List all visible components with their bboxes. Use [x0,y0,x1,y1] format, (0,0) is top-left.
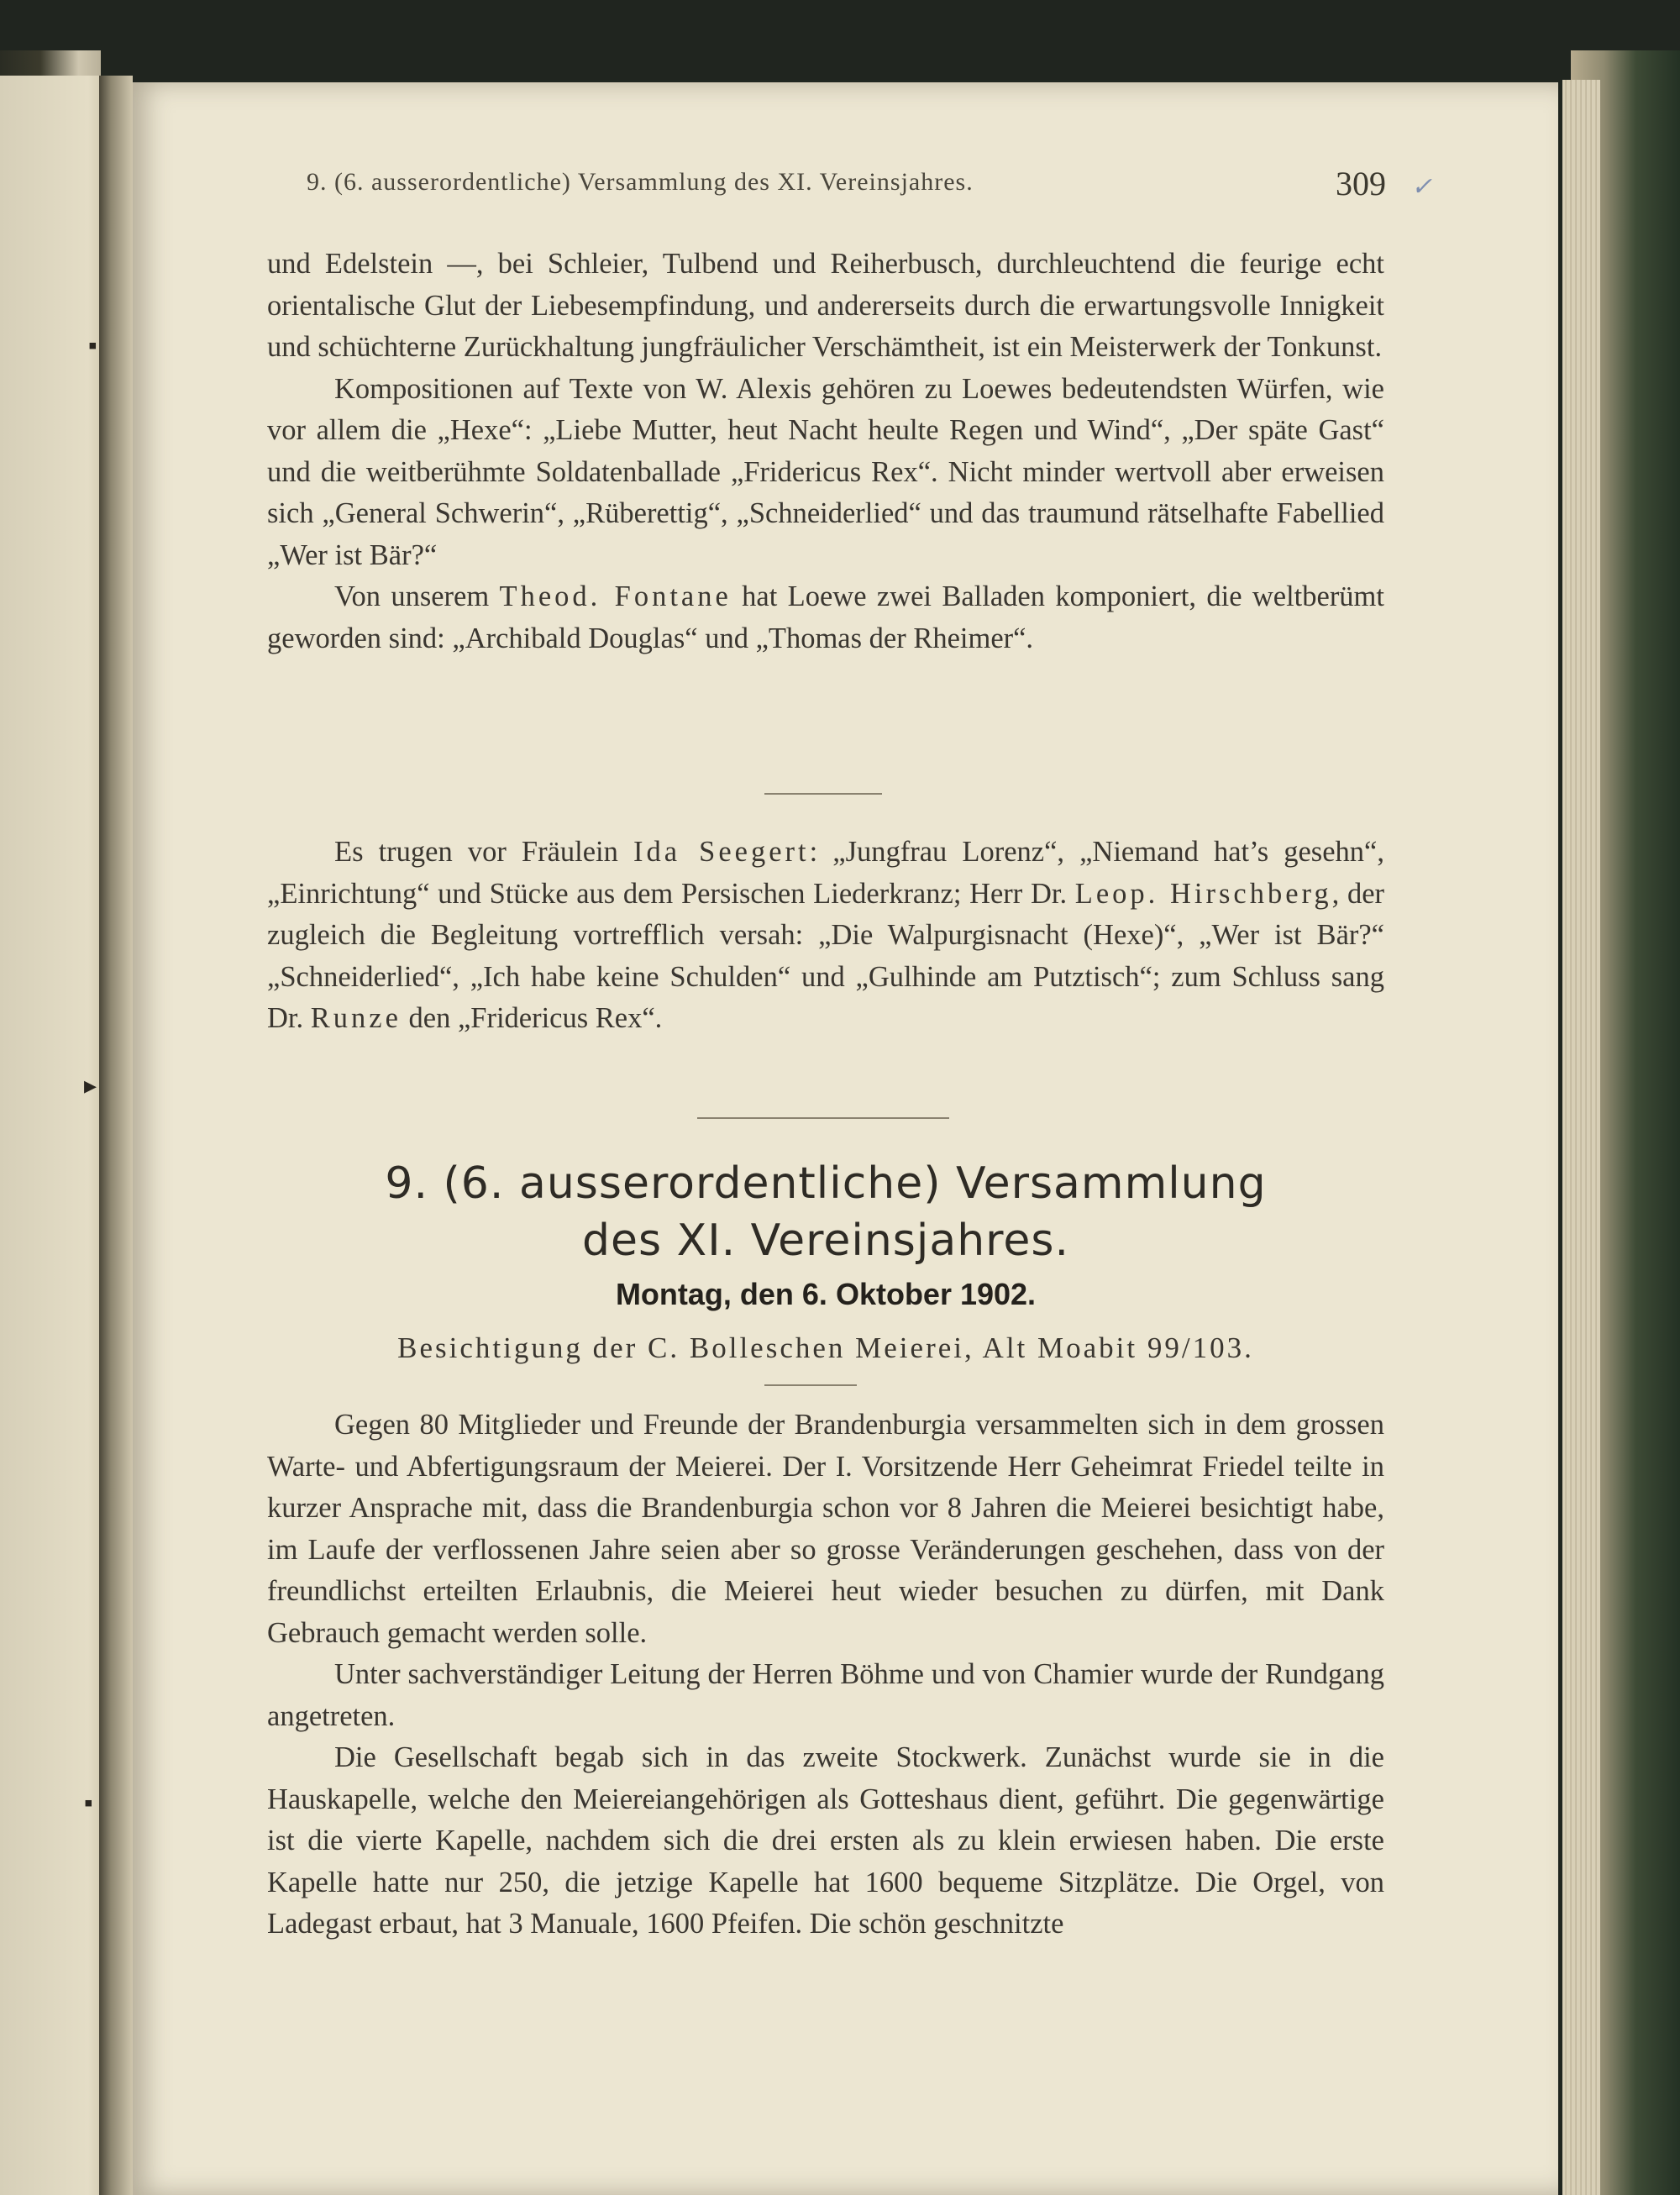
paragraph: Die Gesellschaft begab sich in das zweite Stockwerk. Zunächst wurde sie in die Hauskapelle, welche den Meiereiangehörigen als Gotteshaus dient, geführt. Die gegenwärtige ist die vierte Kapelle, nachdem sich die drei ersten als zu klein erwiesen haben. Die erste Kapelle hatte nur 250, die jetzige Kapelle hat 1600 bequeme Sitzplätze. Die Orgel, von Ladegast erbaut, hat 3 Manuale, 1600 Pfeifen. Die schön geschnitzte [267,1741,1384,1940]
heading-line: 9. (6. ausserordentliche) Versammlung [385,1158,1267,1209]
section-rule [764,793,882,795]
paragraph: Kompositionen auf Texte von W. Alexis gehören zu Loewes bedeutendsten Würfen, wie vor allem die „Hexe“: „Liebe Mutter, heut Nacht heulte Regen und Wind“, „Der späte Gast“ und die weitberühmte Soldatenballade „Fridericus Rex“. Nicht minder wertvoll aber erweisen sich „General Schwerin“, „Rüberettig“, „Schneiderlied“ und das traumund rätselhafte Fabellied „Wer ist Bär?“ [267,372,1384,571]
meeting-subtitle: Besichtigung der C. Bolleschen Meierei, Alt Moabit 99/103. [397,1331,1254,1364]
text-block-performers [267,832,1384,1040]
book-gutter [99,76,133,2195]
spaced-name: Leop. Hirschberg [1074,877,1332,910]
text-block-loewe [267,244,1384,659]
margin-mark: ▸ [84,1072,97,1100]
heading-line: des XI. Vereinsjahres. [581,1216,1069,1266]
paragraph: und Edelstein —, bei Schleier, Tulbend und Reiherbusch, durchleuchtend die feurige echt orientalische Glut der Liebesempfindung, und andererseits durch die erwartungsvolle Innigkeit und schüchterne Zurückhaltung jungfräulicher Verschämtheit, ist ein Meisterwerk der Tonkunst. [267,248,1384,363]
paragraph: Es trugen vor Fräulein Ida Seegert: „Jungfrau Lorenz“, „Niemand hat’s gesehn“, „Einrichtung“ und Stücke aus dem Persischen Liederkranz; Herr Dr. Leop. Hirschberg, der zugleich die Begleitung vortrefflich versah: „Die Walpurgisnacht (Hexe)“, „Wer ist Bär?“ „Schneiderlied“, „Ich habe keine Schulden“ und „Gulhinde am Putztisch“; zum Schluss sang Dr. Runze den „Fridericus Rex“. [267,836,1384,1034]
paragraph: Gegen 80 Mitglieder und Freunde der Brandenburgia versammelten sich in dem grossen Warte- und Abfertigungsraum der Meierei. Der I. Vorsitzende Herr Geheimrat Friedel teilte in kurzer Ansprache mit, dass die Brandenburgia schon vor 8 Jahren die Meierei besichtigt habe, im Laufe der verflossenen Jahre seien aber so grosse Veränderungen geschehen, dass von der freundlichst erteilten Erlaubnis, die Meierei heut wieder besuchen zu dürfen, mit Dank Gebrauch gemacht werden solle. [267,1409,1384,1649]
pencil-check-mark: ✓ [1411,173,1433,201]
section-rule [764,1384,857,1386]
spaced-name: Ida Seegert [633,836,810,868]
page-block-edges [1562,80,1600,2195]
section-rule [697,1117,949,1119]
spaced-name: Theod. Fontane [499,580,732,612]
spaced-name: Runze [310,1002,402,1034]
margin-mark: ▪ [84,1789,93,1817]
paragraph: Unter sachverständiger Leitung der Herren Böhme und von Chamier wurde der Rundgang angetreten. [267,1658,1384,1732]
paragraph: Von unserem Theod. Fontane hat Loewe zwei Balladen komponiert, die weltberümt geworden sind: „Archibald Douglas“ und „Thomas der Rheimer“. [267,580,1384,654]
text-block-meierei [267,1405,1384,1946]
section-heading [267,1155,1384,1269]
meeting-date: Montag, den 6. Oktober 1902. [615,1277,1037,1311]
page-number: 309 [1336,165,1386,202]
margin-mark: ▪ [88,332,97,360]
running-head: 9. (6. ausserordentliche) Versammlung des XI. Vereinsjahres. [307,168,974,196]
